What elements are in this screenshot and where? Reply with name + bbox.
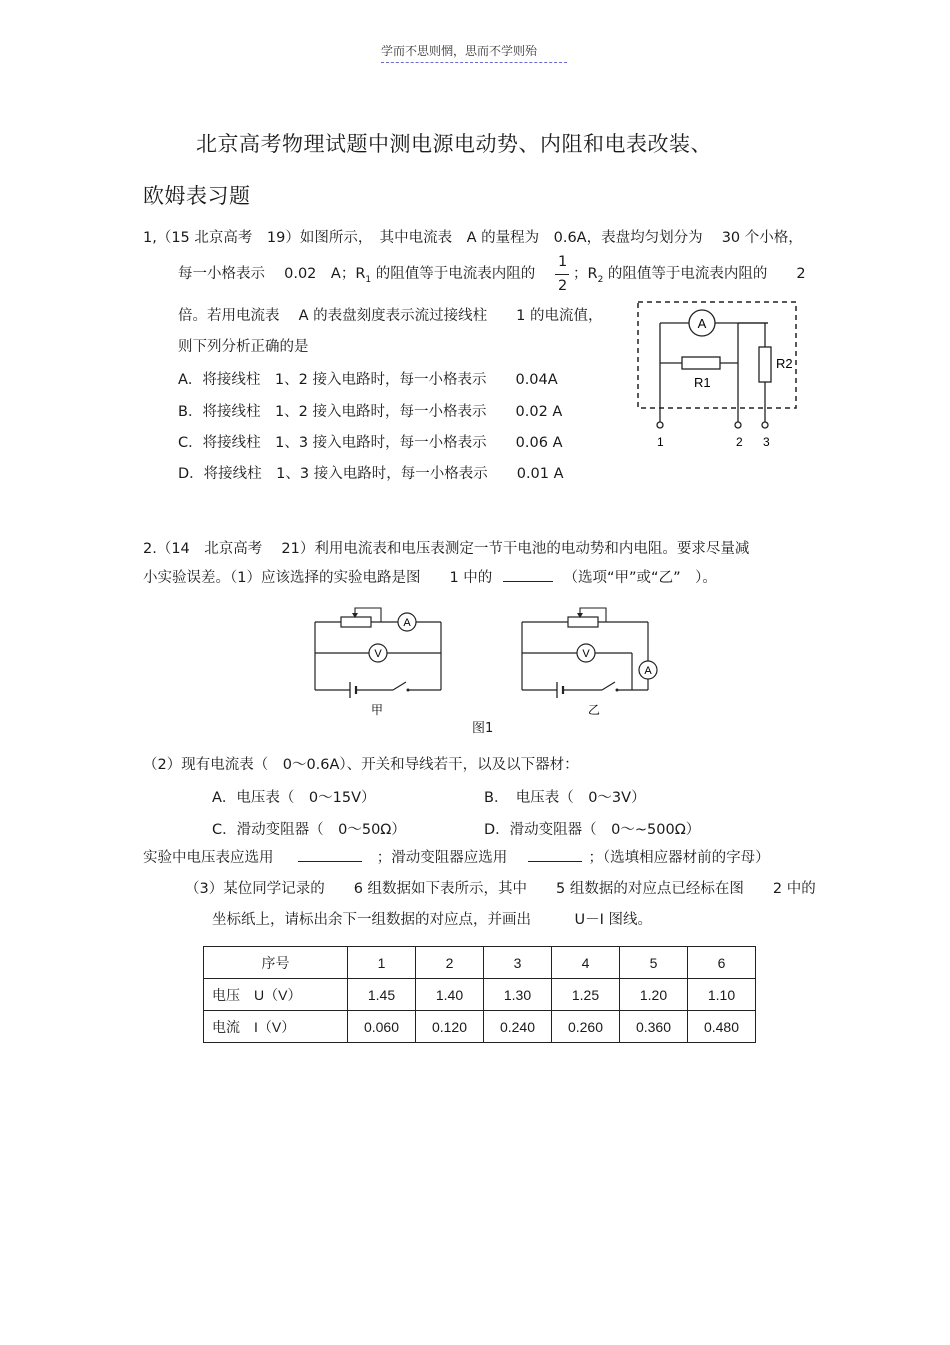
q1-fraction-bar: [555, 274, 569, 275]
table-cell: 0.240: [484, 1011, 552, 1043]
q2-line1: 2.（14 北京高考 21）利用电流表和电压表测定一节干电池的电动势和内电阻。要求尽量减: [143, 541, 750, 557]
q1-fraction-denominator: 2: [558, 278, 568, 294]
r1-label: R1: [694, 375, 711, 390]
q1-r1-subscript: 1: [365, 274, 372, 285]
yi-voltmeter-label: V: [582, 648, 590, 660]
table-row-voltage: [204, 979, 756, 1011]
q1-option-d: D．将接线柱 1、3 接入电路时，每一小格表示 0.01 A: [178, 466, 564, 482]
fig1-circuit-jia: [305, 600, 455, 720]
q2-rheostat-blank[interactable]: [528, 847, 582, 862]
q2-part3-line2: 坐标纸上，请标出余下一组数据的对应点，并画出 U－I 图线。: [212, 912, 652, 928]
q2-line2-a: 小实验误差。（1）应该选择的实验电路是图 1 中的: [143, 570, 493, 586]
q1-line2-d: 的阻值等于电流表内阻的 2: [603, 266, 806, 282]
q2-line2-b: （选项“甲”或“乙” ）。: [563, 570, 717, 586]
table-header-cell: 6: [688, 947, 756, 979]
table-header-cell: 4: [552, 947, 620, 979]
r2-label: R2: [776, 356, 793, 371]
table-header-label: 序号: [204, 947, 348, 979]
terminal-3: [762, 422, 768, 428]
yi-ammeter-label: A: [644, 665, 652, 677]
q1-line1: 1,（15 北京高考 19）如图所示， 其中电流表 A 的量程为 0.6A，表盘均匀划分为 30 个小格，: [143, 230, 803, 246]
yi-label: 乙: [587, 703, 601, 717]
q1-line4: 则下列分析正确的是: [178, 339, 309, 355]
q2-select-line: [143, 846, 770, 867]
table-header-cell: 3: [484, 947, 552, 979]
q2-voltmeter-blank[interactable]: [298, 847, 362, 862]
q1-circuit-diagram: [630, 295, 810, 455]
fig1-circuit-yi: [512, 600, 662, 720]
q1-option-c: C．将接线柱 1、3 接入电路时，每一小格表示 0.06 A: [178, 435, 563, 451]
table-header-cell: 1: [348, 947, 416, 979]
table-cell: 0.120: [416, 1011, 484, 1043]
q1-fraction-numerator: 1: [558, 254, 568, 270]
ammeter-label: A: [697, 316, 707, 331]
q1-option-b: B．将接线柱 1、2 接入电路时，每一小格表示 0.02 A: [178, 404, 563, 420]
page-title-line2: 欧姆表习题: [143, 184, 251, 208]
table-header-row: [204, 947, 756, 979]
table-cell: 1.40: [416, 979, 484, 1011]
q1-option-a: A．将接线柱 1、2 接入电路时，每一小格表示 0.04A: [178, 372, 558, 388]
q2-part2-intro: （2）现有电流表（ 0～0.6A）、开关和导线若干，以及以下器材：: [143, 757, 579, 773]
table-cell: 1.20: [620, 979, 688, 1011]
jia-switch: [393, 682, 406, 690]
fig1-caption: 图1: [472, 721, 494, 736]
table-cell: 0.480: [688, 1011, 756, 1043]
q1-line3: 倍。若用电流表 A 的表盘刻度表示流过接线柱 1 的电流值，: [178, 308, 603, 324]
q1-dashed-box: [638, 302, 796, 408]
jia-ammeter-label: A: [403, 617, 411, 629]
table-cell: 1.25: [552, 979, 620, 1011]
terminal-2: [735, 422, 741, 428]
q1-line2-b: 的阻值等于电流表内阻的: [371, 266, 536, 282]
q2-equip-a: A．电压表（ 0～15V）: [212, 790, 376, 806]
table-row-label: 电流 I（V）: [204, 1011, 348, 1043]
jia-label: 甲: [370, 703, 384, 717]
table-cell: 1.10: [688, 979, 756, 1011]
q2-select-voltmeter-text: 实验中电压表应选用: [143, 850, 274, 866]
table-row-label: 电压 U（V）: [204, 979, 348, 1011]
q2-select-rheostat-text: ；滑动变阻器应选用: [376, 850, 508, 866]
resistor-r2: [759, 347, 771, 382]
data-table: [203, 946, 756, 1043]
q1-line2-a: 每一小格表示 0.02 A；R: [178, 266, 366, 282]
table-header-cell: 5: [620, 947, 688, 979]
table-cell: 0.360: [620, 1011, 688, 1043]
header-motto-text: 学而不思则惘，思而不学则殆: [381, 44, 538, 58]
jia-voltmeter-label: V: [374, 648, 382, 660]
q2-equip-d: D．滑动变阻器（ 0～~500Ω）: [484, 822, 701, 838]
terminal-3-label: 3: [763, 435, 770, 449]
header-motto: [381, 42, 567, 63]
table-cell: 0.060: [348, 1011, 416, 1043]
terminal-2-label: 2: [736, 435, 743, 449]
q1-line2-c: ；R: [573, 266, 598, 282]
q1-line2: [178, 262, 535, 285]
q2-select-hint: ；（选填相应器材前的字母）: [588, 850, 770, 866]
page-title-line1: 北京高考物理试题中测电源电动势、内阻和电表改装、: [196, 132, 712, 156]
q2-part3-line1: （3）某位同学记录的 6 组数据如下表所示，其中 5 组数据的对应点已经标在图 2 中的: [185, 881, 816, 897]
table-row-current: [204, 1011, 756, 1043]
jia-rheostat: [341, 617, 371, 627]
table-header-cell: 2: [416, 947, 484, 979]
table-cell: 0.260: [552, 1011, 620, 1043]
yi-switch: [602, 682, 615, 690]
terminal-1-label: 1: [657, 435, 664, 449]
q2-equip-b: B． 电压表（ 0～3V）: [484, 790, 646, 806]
table-cell: 1.45: [348, 979, 416, 1011]
yi-rheostat: [568, 617, 598, 627]
q2-line2: [143, 566, 717, 587]
q1-line2-rest: [573, 262, 806, 285]
table-cell: 1.30: [484, 979, 552, 1011]
q2-answer-blank-1[interactable]: [503, 567, 553, 582]
terminal-1: [657, 422, 663, 428]
resistor-r1: [682, 357, 720, 369]
q2-equip-c: C．滑动变阻器（ 0～50Ω）: [212, 822, 406, 838]
q1-r2-subscript: 2: [597, 274, 604, 285]
